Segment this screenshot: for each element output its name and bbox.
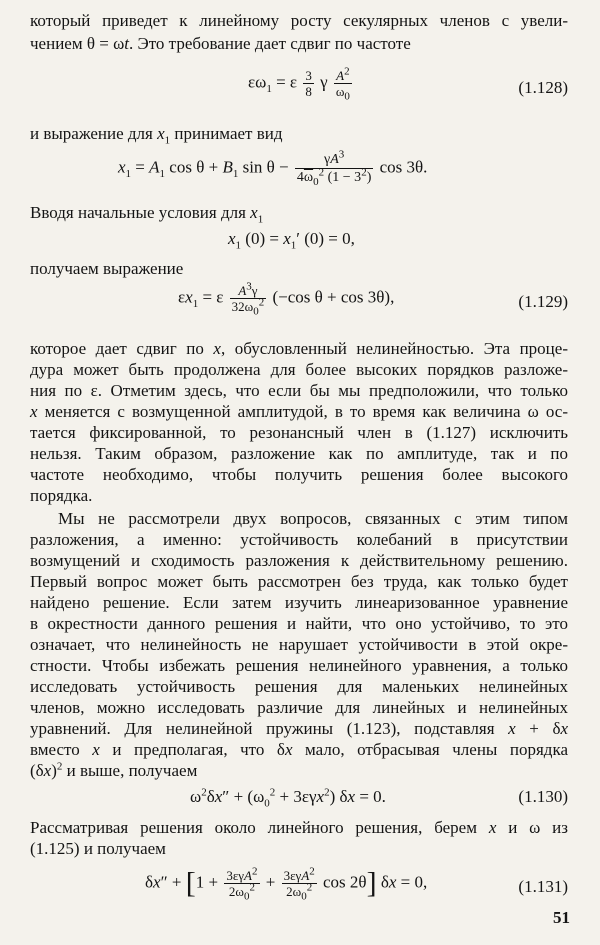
text-line: найдено решение. Если затем изучить линеаризованное уравнение: [30, 593, 568, 612]
text-line: Первый вопрос может быть рассмотрен без труда, как только будет: [30, 572, 568, 591]
text-line: Мы не рассмотрели двух вопросов, связанных с этим типом: [58, 509, 568, 528]
text-line: которое дает сдвиг по x, обусловленный нелинейностью. Эта проце-: [30, 339, 568, 358]
equation-number: (1.128): [518, 78, 568, 97]
text-line: нельзя. Таким образом, разложение как по амплитуде, так и по: [30, 444, 568, 463]
text-line: и выражение для $x_1$ принимает вид: [30, 124, 283, 147]
page-number: 51: [553, 908, 570, 927]
text-line: частоте необходимо, чтобы получить решения более высокого: [30, 465, 568, 484]
text-line: Рассматривая решения около линейного решения, берем x и ω из: [30, 818, 568, 837]
text-line: который приведет к линейному росту секулярных членов с увели-: [30, 11, 568, 30]
text-line: x меняется с возмущенной амплитудой, в то время как величина ω ос-: [30, 402, 568, 421]
equation-number: (1.129): [518, 292, 568, 311]
text-line: получаем выражение: [30, 259, 184, 278]
equation-x1: $x_1 = A_1$ $\cos \theta + B_1$ sin θ − $\frac{\gamma A^3}{4\overline{\omega}_0^2 (1 - 3^2)}$ cos 3θ.: [118, 148, 428, 188]
text-line: чением θ = ωt. Это требование дает сдвиг по частоте: [30, 34, 411, 53]
text-line: ния по ε. Отметим здесь, что если бы мы предположили, что только: [30, 381, 568, 400]
text-line: вместо x и предполагая, что δx мало, отбрасывая члены порядка: [30, 740, 568, 759]
text-line: в окрестности данного решения и найти, что оно устойчиво, то это: [30, 614, 568, 633]
text-line: тается фиксированной, то резонансный член в (1.127) исключить: [30, 423, 568, 442]
equation-1-128: $\varepsilon\omega_1 = \varepsilon$ $\frac{3}{8}$ γ $\frac{A^2}{\overline{\omega}_0}$: [248, 65, 350, 103]
text-line: порядка.: [30, 486, 93, 505]
text-line: уравнений. Для нелинейной пружины (1.123), подставляя x + δx: [30, 719, 568, 738]
text-line: Вводя начальные условия для $x_1$: [30, 203, 264, 226]
text-line: (1.125) и получаем: [30, 839, 166, 858]
text-line: возмущений и сходимость разложения к действительному решению.: [30, 551, 568, 570]
equation-1-131: δx″ + [1 + $\frac{3\varepsilon\gamma A^2}{2\omega_0^2}$ + $\frac{3\varepsilon\gamma A^2}{2\omega_0^2}$ cos 2θ] δx = 0,: [145, 865, 428, 903]
text-line: членов, можно исследовать различие для линейных и нелинейных: [30, 698, 568, 717]
equation-number: (1.130): [518, 787, 568, 806]
equation-1-130: $\omega^2\delta x'' + (\omega_0^2 + 3\varepsilon\gamma x^2) \delta x = 0$.: [190, 786, 386, 810]
text-line: стности. Чтобы избежать решения нелинейного уравнения, а только: [30, 656, 568, 675]
equation-initial-conditions: $x_1$ $(0) = x_1'$ (0) = 0,: [228, 229, 355, 252]
text-line: исследовать устойчивость решения для маленьких нелинейных: [30, 677, 568, 696]
text-line: разложения, а именно: устойчивость колебаний в присутствии: [30, 530, 568, 549]
equation-number: (1.131): [518, 877, 568, 896]
text-line: $(\delta x)^2$ и выше, получаем: [30, 760, 198, 780]
equation-1-129: $\varepsilon x_1 = \varepsilon$ $\frac{A^3\gamma}{32\overline{\omega}_0^2}$ (−cos θ + cos 3θ),: [178, 280, 395, 318]
text-line: дура может быть продолжена для более высоких порядков разложе-: [30, 360, 568, 379]
text-line: означает, что нелинейность не нарушает устойчивости в этой окре-: [30, 635, 568, 654]
